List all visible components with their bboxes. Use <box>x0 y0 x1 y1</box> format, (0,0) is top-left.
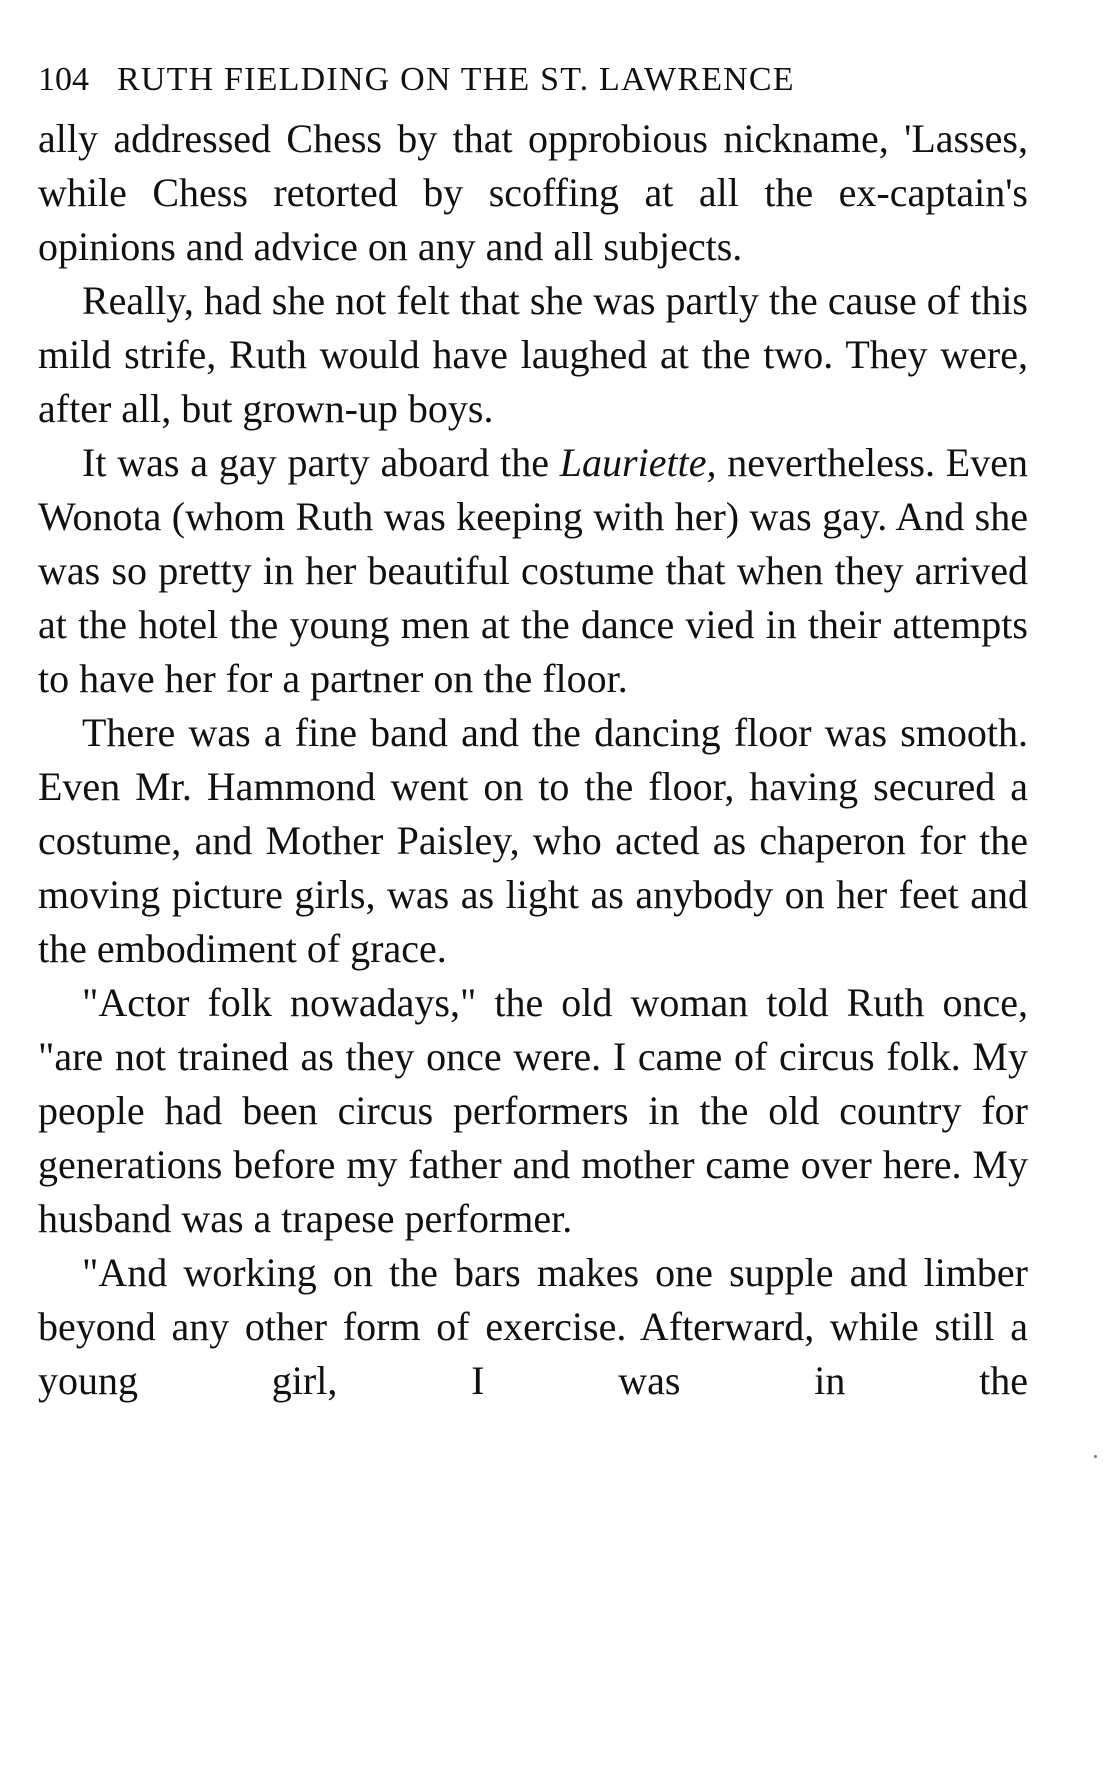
paragraph-3 <box>38 436 1028 706</box>
page-number: 104 <box>38 61 89 98</box>
paragraph-4: There was a fine band and the dancing floor was smooth. Even Mr. Hammond went on to the floor, having secured a costume, and Mother Paisley, who acted as chaperon for the moving picture girls, was as light as anybody on her feet and the embodiment of grace. <box>38 710 1028 971</box>
book-page <box>38 60 1028 1408</box>
paragraph-1: ally addressed Chess by that opprobious nickname, 'Lasses, while Chess retorted by scoffing at all the ex-captain's opinions and advice on any and all subjects. <box>38 116 1028 269</box>
margin-speck <box>1094 1455 1097 1458</box>
ship-name: Lauriette, <box>559 440 717 485</box>
paragraph-5: "Actor folk nowadays," the old woman told Ruth once, "are not trained as they once were. I came of circus folk. My people had been circus performers in the old country for generations before my father and mother came over here. My husband was a trapese performer. <box>38 980 1028 1241</box>
paragraph-2: Really, had she not felt that she was partly the cause of this mild strife, Ruth would have laughed at the two. They were, after all, but grown-up boys. <box>38 278 1028 431</box>
body-text <box>38 112 1028 1408</box>
paragraph-6: "And working on the bars makes one supple and limber beyond any other form of exercise. Afterward, while still a young girl, I was in the <box>38 1250 1028 1403</box>
book-title: RUTH FIELDING ON THE ST. LAWRENCE <box>117 61 795 98</box>
paragraph-3-before: It was a gay party aboard the <box>82 440 560 485</box>
running-head <box>38 60 1028 100</box>
paragraph-3-after: nevertheless. Even Wonota (whom Ruth was keeping with her) was gay. And she was so pretty in her beautiful costume that when they arrived at the hotel the young men at the dance vied in their attempts to have her for a partner on the floor. <box>38 440 1028 701</box>
